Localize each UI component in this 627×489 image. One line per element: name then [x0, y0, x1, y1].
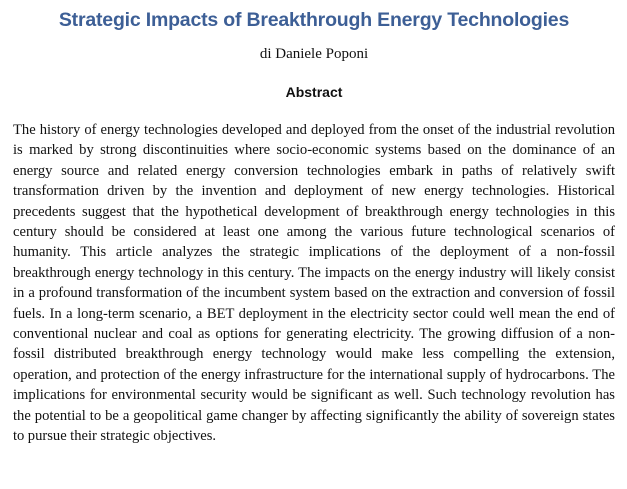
document-title: Strategic Impacts of Breakthrough Energy Technologies — [58, 9, 570, 31]
abstract-text: The history of energy technologies developed and deployed from the onset of the industrial revolution is marked by strong discontinuities where socio-economic systems based on the dominance of an energy source and related energy conversion technologies embark in paths of relatively swift transformation driven by the invention and deployment of new energy technologies. Historical precedents suggest that the hypothetical development of breakthrough energy technologies in this century should be considered at least one among the various future technological scenarios of humanity. This article analyzes the strategic implications of the deployment of a non-fossil breakthrough energy technology in this century. The impacts on the energy industry will likely consist in a profound transformation of the incumbent system based on the extraction and conversion of fossil fuels. In a long-term scenario, a BET deployment in the electricity sector could well mean the end of conventional nuclear and coal as options for generating electricity. The growing diffusion of a non-fossil distributed breakthrough energy technology would make less compelling the extension, operation, and protection of the energy infrastructure for the international supply of hydrocarbons. The implications for environmental security would be significant as well. Such technology revolution has the potential to be a geopolitical game changer by affecting significantly the ability of sovereign states to pursue their strategic objectives. — [13, 122, 615, 445]
abstract-heading: Abstract — [285, 84, 343, 100]
author-byline: di Daniele Poponi — [259, 46, 369, 62]
